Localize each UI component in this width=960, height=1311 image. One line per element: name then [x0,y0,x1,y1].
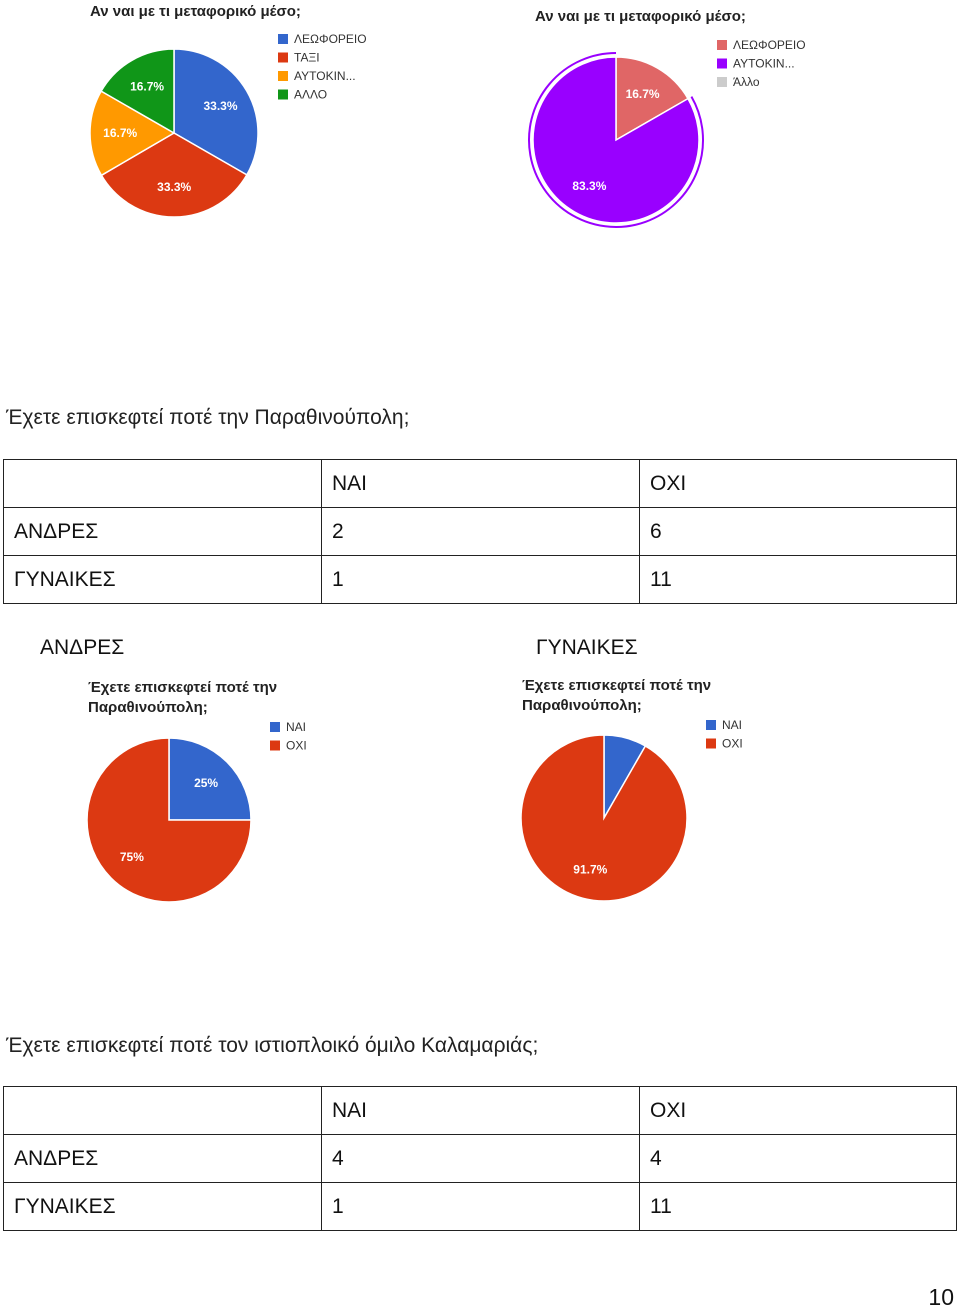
legend-swatch [706,739,716,749]
legend-swatch [717,40,727,50]
pie-chart-visit-women [514,670,844,905]
pie-slice-label: 75% [119,850,144,865]
table-sailing-club [3,1086,957,1231]
table-cell: ΑΝΔΡΕΣ [4,508,322,556]
question-title-parathinoupoli: Έχετε επισκεφτεί ποτέ την Παραθινούπολη; [6,406,410,429]
legend-swatch [270,722,280,732]
pie-slice-label: 16.7% [130,79,165,94]
table-cell: 1 [322,1183,640,1231]
pie-chart-transport-men [80,0,410,225]
table-header-cell [4,1087,322,1135]
legend-label: ΟΧΙ [286,738,307,753]
table-cell: 1 [322,556,640,604]
legend-label: ΑΥΤΟΚΙΝ... [294,69,356,83]
group-label-women: ΓΥΝΑΙΚΕΣ [536,636,638,659]
chart-title: Αν ναι με τι μεταφορικό μέσο; [535,8,746,25]
table-header-cell: ΝΑΙ [322,460,640,508]
pie-slice-label: 16.7% [625,87,660,101]
pie-slice-label: 83.3% [572,179,607,193]
legend-swatch [717,59,727,69]
legend-label: ΛΕΩΦΟΡΕΙΟ [733,38,806,52]
legend-label: ΑΥΤΟΚΙΝ... [733,56,795,71]
chart-title: Παραθινούπολη; [522,697,642,714]
legend-label: ΤΑΞΙ [294,50,320,65]
chart-title: Παραθινούπολη; [88,699,208,716]
table-cell: 2 [322,508,640,556]
table-row [4,508,957,556]
legend-label: ΝΑΙ [286,720,307,734]
pie-slice-label: 25% [194,775,219,790]
legend-label: ΝΑΙ [722,718,743,732]
pie-chart-transport-women [525,4,855,229]
table-header-cell: ΟΧΙ [640,1087,957,1135]
table-header-row [4,460,957,508]
table-header-row [4,1087,957,1135]
group-label-men: ΑΝΔΡΕΣ [40,636,125,659]
table-parathinoupoli [3,459,957,604]
legend-swatch [278,71,288,81]
pie-svg-transport-men [80,0,410,225]
pie-slice-label: 16.7% [103,126,138,141]
table-row [4,1135,957,1183]
table-header-cell: ΝΑΙ [322,1087,640,1135]
pie-svg-visit-women [514,670,844,905]
legend-label: ΛΕΩΦΟΡΕΙΟ [294,32,367,46]
legend-swatch [717,77,727,87]
table-row [4,556,957,604]
legend-swatch [706,720,716,730]
table-header-cell [4,460,322,508]
table-cell: ΓΥΝΑΙΚΕΣ [4,1183,322,1231]
chart-title: Έχετε επισκεφτεί ποτέ την [522,677,712,694]
legend-label: Άλλο [733,75,760,89]
page-number: 10 [928,1284,954,1310]
pie-slice-label: 91.7% [573,862,608,877]
table-cell: 11 [640,556,957,604]
pie-slice-label: 33.3% [203,99,238,114]
table-cell: 11 [640,1183,957,1231]
table-cell: ΓΥΝΑΙΚΕΣ [4,556,322,604]
legend-swatch [278,34,288,44]
legend-swatch [278,90,288,100]
chart-title: Αν ναι με τι μεταφορικό μέσο; [90,3,301,20]
table-cell: 4 [322,1135,640,1183]
pie-svg-transport-women [525,4,855,229]
table-cell: 6 [640,508,957,556]
table-cell: ΑΝΔΡΕΣ [4,1135,322,1183]
legend-swatch [270,741,280,751]
table-header-cell: ΟΧΙ [640,460,957,508]
pie-chart-visit-men [80,672,410,907]
legend-label: ΟΧΙ [722,736,743,751]
table-row [4,1183,957,1231]
pie-slice-label: 33.3% [157,179,192,194]
table-cell: 4 [640,1135,957,1183]
question-title-sailing-club: Έχετε επισκεφτεί ποτέ τον ιστιοπλοικό όμιλο Καλαμαριάς; [6,1034,539,1057]
legend-swatch [278,53,288,63]
legend-label: ΑΛΛΟ [294,87,328,102]
chart-title: Έχετε επισκεφτεί ποτέ την [88,679,278,696]
pie-svg-visit-men [80,672,410,907]
